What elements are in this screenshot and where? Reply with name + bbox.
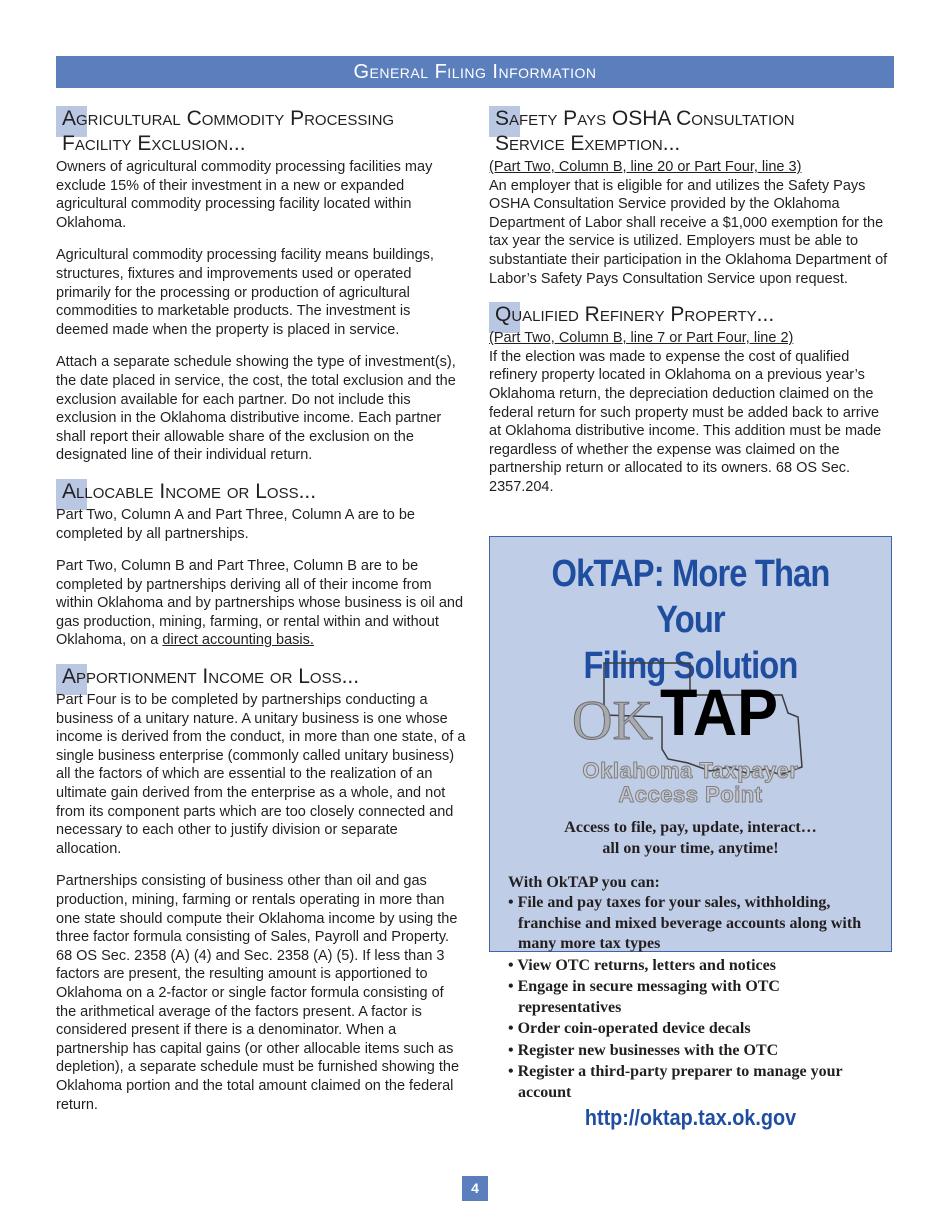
ag-commodity-section: [56, 106, 466, 465]
oktap-access-text: Access to file, pay, update, interact… all on your time, anytime!: [564, 819, 817, 857]
apportionment-p2: Partnerships consisting of business other than oil and gas production, mining, farming or rentals operating in more than one state should compute their Oklahoma income by using the three factor formula consisting of Sales, Payroll and Property. 68 OS Sec. 2358 (A) (4) and Sec. 2358 (A) (5). If less than 3 factors are present, the resulting amount is apportioned to Oklahoma on a 2-factor or single factor formula consisting of the arithmetical average of the factors present. A factor is considered present if there is a denominator. When a partnership has capital gains (or other allocable items such as depletion), a separate schedule must be furnished showing the Oklahoma portion and the total amount claimed on the federal return.: [56, 873, 460, 1113]
oktap-feature-item: • File and pay taxes for your sales, withholding, franchise and mixed beverage accounts along with many more tax types: [508, 894, 862, 952]
direct-accounting-basis: direct accounting basis.: [162, 632, 314, 649]
oktap-feature-list: [506, 893, 876, 1104]
oktap-with-label: With OkTAP you can:: [508, 874, 660, 891]
ag-commodity-p2: Agricultural commodity processing facility means buildings, structures, fixtures and improvements used or operated primarily for the processing or production of agricultural commodities to marketable products. The investment is deemed made when the property is placed in service.: [56, 247, 434, 338]
oktap-logo-subtitle: Oklahoma Taxpayer Access Point: [582, 758, 799, 807]
allocable-income-p2: Part Two, Column B and Part Three, Column B are to be completed by partnerships deriving all of their income from within Oklahoma and by partnerships whose business is oil and gas production, mining, farming, or rental within and without Oklahoma, on a direct accounting basis.: [56, 558, 464, 649]
oktap-promo-box: [489, 536, 892, 1130]
allocable-income-heading: Allocable Income or Loss...: [56, 479, 466, 504]
refinery-ref: (Part Two, Column B, line 7 or Part Four, line 2): [489, 330, 794, 347]
oktap-feature-item: • Register new businesses with the OTC: [508, 1041, 779, 1059]
oktap-feature-item: • View OTC returns, letters and notices: [508, 956, 776, 974]
section-banner: General Filing Information: [56, 56, 894, 88]
allocable-income-p1: Part Two, Column A and Part Three, Column A are to be completed by all partnerships.: [56, 506, 415, 542]
right-column: [489, 106, 895, 511]
safety-pays-section: [489, 106, 895, 288]
oktap-feature-item: • Register a third-party preparer to manage your account: [508, 1063, 843, 1101]
safety-pays-p1: An employer that is eligible for and utilizes the Safety Pays OSHA Consultation Service provided by the Oklahoma Department of Labor shall receive a $1,000 exemption for the tax year the service is utilized. Employers must be able to substantiate their participation in the Oklahoma Department of Labor’s Safety Pays Consultation Service upon request.: [489, 177, 888, 287]
refinery-section: [489, 302, 895, 496]
ag-commodity-p1: Owners of agricultural commodity processing facilities may exclude 15% of their investment in a new or expanded agricultural commodity processing facility located within Oklahoma.: [56, 159, 433, 231]
logo-ok: OK: [572, 690, 653, 752]
oktap-feature-item: • Order coin-operated device decals: [508, 1020, 751, 1037]
apportionment-p1: Part Four is to be completed by partnerships conducting a business of a unitary nature. A unitary business is one whose income is derived from the conduct, in more than one state, of a single business enterprise (commonly called unitary business) all the factors of which are essential to the realization of an ultimate gain derived from the enterprise as a whole, and not from its component parts which are too closely connected and necessary to each other to justify division or separate allocation.: [56, 692, 466, 857]
allocable-income-section: [56, 479, 466, 650]
refinery-heading: Qualified Refinery Property...: [489, 302, 895, 327]
page-number: 4: [462, 1176, 488, 1201]
apportionment-section: [56, 664, 466, 1114]
safety-pays-heading: Safety Pays OSHA Consultation Service Exemption...: [489, 106, 895, 156]
ag-commodity-p3: Attach a separate schedule showing the type of investment(s), the date placed in service, the cost, the total exclusion and the exclusion available for each partner. Do not include this exclusion in the Oklahoma distributive income. Each partner shall report their allowable share of the exclusion on the designated line of their individual return.: [56, 354, 456, 464]
ag-commodity-heading: Agricultural Commodity Processing Facility Exclusion...: [56, 106, 466, 156]
oktap-url-link[interactable]: http://oktap.tax.ok.gov: [584, 1105, 797, 1130]
refinery-p1: If the election was made to expense the cost of qualified refinery property located in Oklahoma on a previous year’s Oklahoma return, the depreciation deduction claimed on the federal return for such property must be added back to arrive at Oklahoma distributive income. This addition must be made regardless of whether the expense was claimed on the partnership return or allocated to its owners. 68 OS Sec. 2357.204.: [489, 348, 882, 495]
logo-tap: TAP: [660, 675, 778, 749]
left-column: [56, 106, 466, 1128]
apportionment-heading: Apportionment Income or Loss...: [56, 664, 466, 689]
safety-pays-ref: (Part Two, Column B, line 20 or Part Four, line 3): [489, 159, 802, 175]
oktap-title: OkTAP: More Than Your Filing Solution: [551, 553, 830, 687]
oktap-feature-item: • Engage in secure messaging with OTC representatives: [508, 978, 780, 1016]
